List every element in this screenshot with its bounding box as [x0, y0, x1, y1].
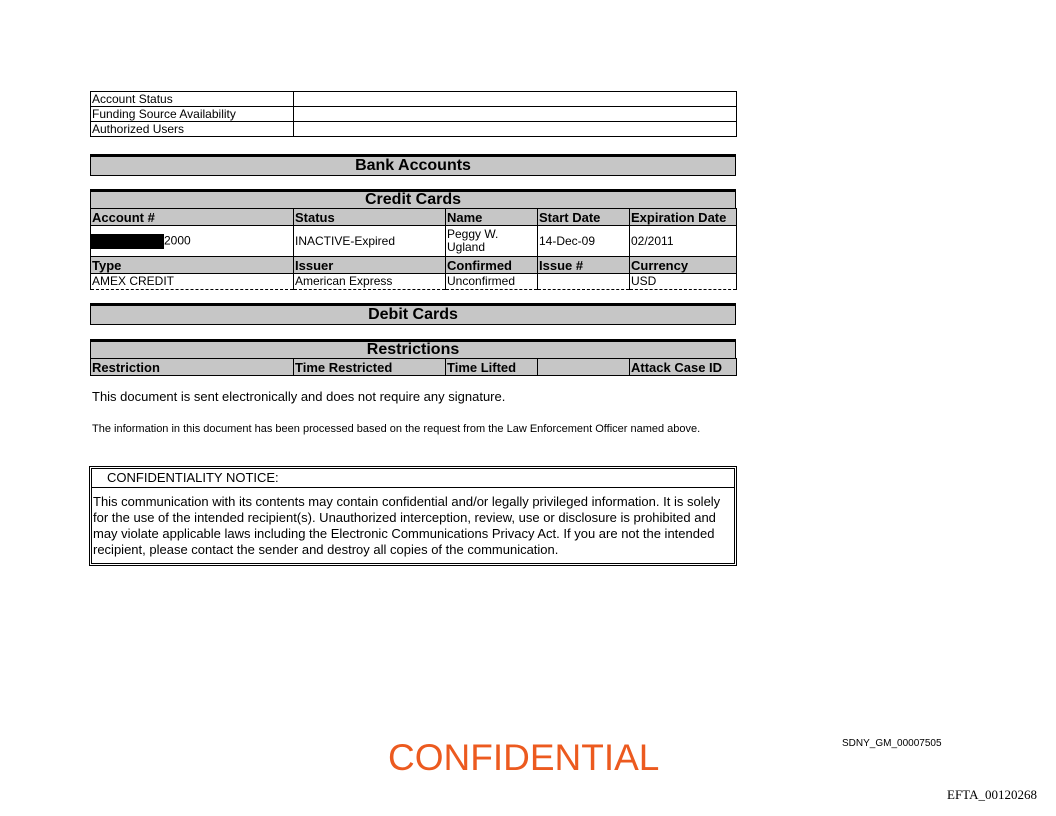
- account-info-table: [90, 91, 737, 137]
- info-row: [91, 92, 737, 107]
- restrictions-header-row: [91, 359, 737, 376]
- efta-number: EFTA_00120268: [947, 787, 1037, 802]
- column-header: Account #: [91, 209, 294, 226]
- info-label: Account Status: [91, 92, 294, 107]
- start-date-cell: 14-Dec-09: [538, 226, 630, 257]
- column-header: Start Date: [538, 209, 630, 226]
- column-header: Time Restricted: [294, 359, 446, 376]
- column-header: Currency: [630, 257, 737, 274]
- account-number-suffix: 2000: [164, 233, 191, 248]
- bank-accounts-heading: Bank Accounts: [90, 154, 736, 176]
- expiration-date-cell: 02/2011: [630, 226, 737, 257]
- processed-note: The information in this document has been processed based on the request from the Law Enforcement Officer named above.: [92, 423, 701, 435]
- confirmed-cell: Unconfirmed: [446, 274, 538, 290]
- info-row: [91, 107, 737, 122]
- name-cell: Peggy W. Ugland: [446, 226, 538, 257]
- type-cell: AMEX CREDIT: [91, 274, 294, 290]
- bates-number: SDNY_GM_00007505: [842, 738, 942, 749]
- confidentiality-notice-box: [89, 466, 737, 566]
- restrictions-table: [90, 358, 737, 376]
- info-label: Authorized Users: [91, 122, 294, 137]
- credit-cards-table: [90, 208, 737, 290]
- issue-number-cell: [538, 274, 630, 290]
- column-header: Name: [446, 209, 538, 226]
- confidential-stamp: CONFIDENTIAL: [388, 737, 660, 778]
- column-header: Restriction: [91, 359, 294, 376]
- confidentiality-heading: CONFIDENTIALITY NOTICE:: [107, 470, 279, 485]
- credit-cards-header-row: [91, 257, 737, 274]
- column-header: Confirmed: [446, 257, 538, 274]
- info-label: Funding Source Availability: [91, 107, 294, 122]
- divider: [92, 487, 734, 488]
- column-header: Issuer: [294, 257, 446, 274]
- signature-note: This document is sent electronically and does not require any signature.: [92, 389, 506, 404]
- redaction-block: [91, 234, 165, 249]
- column-header: [538, 359, 630, 376]
- currency-cell: USD: [630, 274, 737, 290]
- column-header: Expiration Date: [630, 209, 737, 226]
- confidentiality-body: This communication with its contents may contain confidential and/or legally privileged information. It is solely for the use of the intended recipient(s). Unauthorized interception, review, use or disclosure is prohibited and may violate applicable laws including the Electronic Communications Privacy Act. If you are not the intended recipient, please contact the sender and destroy all copies of the communication.: [93, 494, 721, 557]
- restrictions-heading: Restrictions: [90, 339, 736, 359]
- status-cell: INACTIVE-Expired: [294, 226, 446, 257]
- column-header: Status: [294, 209, 446, 226]
- column-header: Type: [91, 257, 294, 274]
- info-value: [294, 107, 737, 122]
- credit-cards-header-row: [91, 209, 737, 226]
- table-row: [91, 226, 737, 257]
- column-header: Issue #: [538, 257, 630, 274]
- credit-cards-heading: Credit Cards: [90, 189, 736, 209]
- info-row: [91, 122, 737, 137]
- table-row: [91, 274, 737, 290]
- column-header: Attack Case ID: [630, 359, 737, 376]
- column-header: Time Lifted: [446, 359, 538, 376]
- info-value: [294, 122, 737, 137]
- debit-cards-heading: Debit Cards: [90, 303, 736, 325]
- issuer-cell: American Express: [294, 274, 446, 290]
- account-number-cell: [91, 226, 294, 257]
- info-value: [294, 92, 737, 107]
